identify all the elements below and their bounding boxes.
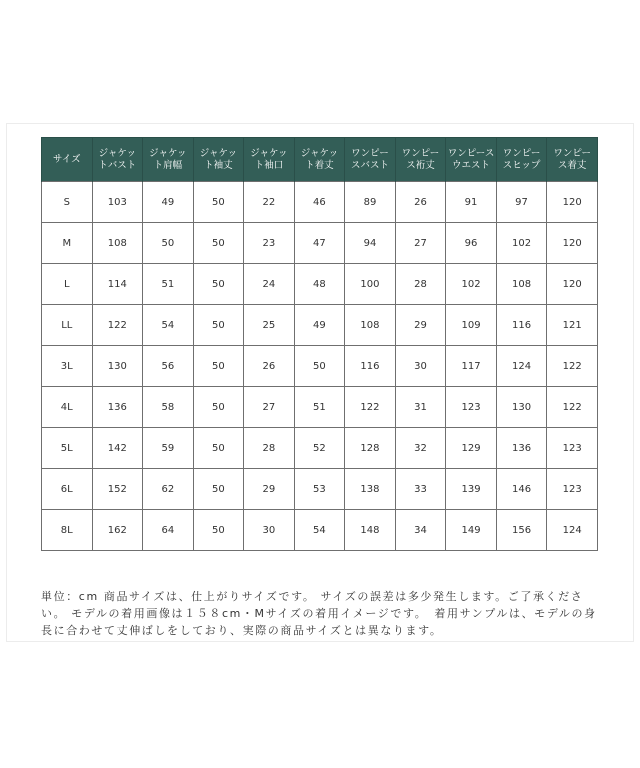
table-cell: 156 (496, 510, 547, 551)
table-row (42, 346, 598, 387)
table-cell: 22 (244, 182, 295, 223)
table-cell: 27 (395, 223, 446, 264)
table-cell: 130 (496, 387, 547, 428)
table-cell: 120 (547, 264, 598, 305)
table-row (42, 182, 598, 223)
table-cell: 122 (92, 305, 143, 346)
table-cell: 51 (143, 264, 194, 305)
table-cell: 50 (193, 223, 244, 264)
table-row (42, 510, 598, 551)
table-cell: 129 (446, 428, 497, 469)
size-label-cell: 8L (42, 510, 93, 551)
table-cell: 124 (496, 346, 547, 387)
table-cell: 28 (395, 264, 446, 305)
table-cell: 97 (496, 182, 547, 223)
header-cell: ワンピース ウエスト (446, 138, 497, 182)
table-cell: 120 (547, 182, 598, 223)
table-cell: 149 (446, 510, 497, 551)
table-cell: 53 (294, 469, 345, 510)
table-cell: 59 (143, 428, 194, 469)
table-cell: 114 (92, 264, 143, 305)
table-cell: 108 (92, 223, 143, 264)
size-label-cell: 6L (42, 469, 93, 510)
table-cell: 46 (294, 182, 345, 223)
table-cell: 122 (547, 346, 598, 387)
table-cell: 122 (345, 387, 396, 428)
table-cell: 120 (547, 223, 598, 264)
table-cell: 162 (92, 510, 143, 551)
header-cell: ジャケッ ト袖丈 (193, 138, 244, 182)
table-cell: 29 (244, 469, 295, 510)
table-cell: 130 (92, 346, 143, 387)
header-cell: ジャケッ ト肩幅 (143, 138, 194, 182)
table-cell: 52 (294, 428, 345, 469)
header-cell: ジャケッ ト着丈 (294, 138, 345, 182)
header-cell: ジャケッ ト袖口 (244, 138, 295, 182)
table-cell: 121 (547, 305, 598, 346)
table-cell: 142 (92, 428, 143, 469)
table-cell: 30 (244, 510, 295, 551)
table-cell: 27 (244, 387, 295, 428)
table-cell: 136 (496, 428, 547, 469)
table-cell: 124 (547, 510, 598, 551)
table-row (42, 428, 598, 469)
table-cell: 49 (294, 305, 345, 346)
table-cell: 139 (446, 469, 497, 510)
table-cell: 148 (345, 510, 396, 551)
table-cell: 100 (345, 264, 396, 305)
table-cell: 25 (244, 305, 295, 346)
table-cell: 23 (244, 223, 295, 264)
table-cell: 123 (547, 469, 598, 510)
size-note: 単位：cm 商品サイズは、仕上がりサイズです。 サイズの誤差は多少発生します。ご了承ください。 モデルの着用画像は１５８cm・Mサイズの着用イメージです。 着用サンプルは、モデルの身長に合わせて丈伸ばしをしており、実際の商品サイズとは異なります。 (41, 590, 597, 637)
table-cell: 49 (143, 182, 194, 223)
table-cell: 34 (395, 510, 446, 551)
table-cell: 31 (395, 387, 446, 428)
table-row (42, 387, 598, 428)
table-cell: 50 (193, 469, 244, 510)
table-cell: 116 (496, 305, 547, 346)
table-row (42, 223, 598, 264)
table-cell: 54 (294, 510, 345, 551)
table-cell: 146 (496, 469, 547, 510)
table-cell: 50 (193, 510, 244, 551)
table-cell: 50 (294, 346, 345, 387)
table-cell: 96 (446, 223, 497, 264)
table-cell: 62 (143, 469, 194, 510)
table-cell: 26 (244, 346, 295, 387)
table-row (42, 469, 598, 510)
table-cell: 122 (547, 387, 598, 428)
header-cell: ワンピー ス着丈 (547, 138, 598, 182)
table-cell: 26 (395, 182, 446, 223)
table-cell: 136 (92, 387, 143, 428)
table-cell: 50 (193, 346, 244, 387)
table-cell: 54 (143, 305, 194, 346)
header-cell: ジャケッ トバスト (92, 138, 143, 182)
size-label-cell: 5L (42, 428, 93, 469)
table-cell: 28 (244, 428, 295, 469)
table-cell: 109 (446, 305, 497, 346)
table-row (42, 305, 598, 346)
table-cell: 51 (294, 387, 345, 428)
table-cell: 64 (143, 510, 194, 551)
table-cell: 102 (496, 223, 547, 264)
table-cell: 108 (496, 264, 547, 305)
table-cell: 50 (193, 387, 244, 428)
size-label-cell: M (42, 223, 93, 264)
table-cell: 128 (345, 428, 396, 469)
table-cell: 117 (446, 346, 497, 387)
table-cell: 47 (294, 223, 345, 264)
table-cell: 33 (395, 469, 446, 510)
size-label-cell: 4L (42, 387, 93, 428)
table-cell: 50 (193, 182, 244, 223)
table-cell: 123 (446, 387, 497, 428)
table-cell: 50 (193, 305, 244, 346)
table-cell: 89 (345, 182, 396, 223)
header-cell: ワンピー スヒップ (496, 138, 547, 182)
table-cell: 58 (143, 387, 194, 428)
table-cell: 94 (345, 223, 396, 264)
table-cell: 138 (345, 469, 396, 510)
header-size: サイズ (42, 138, 93, 182)
table-header-row (42, 138, 598, 182)
table-cell: 91 (446, 182, 497, 223)
size-chart-table (41, 137, 598, 551)
table-cell: 50 (143, 223, 194, 264)
table-body (42, 182, 598, 551)
table-cell: 103 (92, 182, 143, 223)
table-cell: 32 (395, 428, 446, 469)
table-cell: 50 (193, 264, 244, 305)
header-cell: ワンピー スバスト (345, 138, 396, 182)
size-label-cell: S (42, 182, 93, 223)
table-cell: 29 (395, 305, 446, 346)
table-row (42, 264, 598, 305)
size-label-cell: L (42, 264, 93, 305)
table-cell: 24 (244, 264, 295, 305)
header-cell: ワンピー ス裄丈 (395, 138, 446, 182)
table-cell: 152 (92, 469, 143, 510)
table-cell: 50 (193, 428, 244, 469)
table-cell: 102 (446, 264, 497, 305)
table-cell: 123 (547, 428, 598, 469)
size-label-cell: 3L (42, 346, 93, 387)
table-cell: 108 (345, 305, 396, 346)
table-cell: 30 (395, 346, 446, 387)
table-cell: 48 (294, 264, 345, 305)
table-cell: 56 (143, 346, 194, 387)
size-label-cell: LL (42, 305, 93, 346)
table-cell: 116 (345, 346, 396, 387)
